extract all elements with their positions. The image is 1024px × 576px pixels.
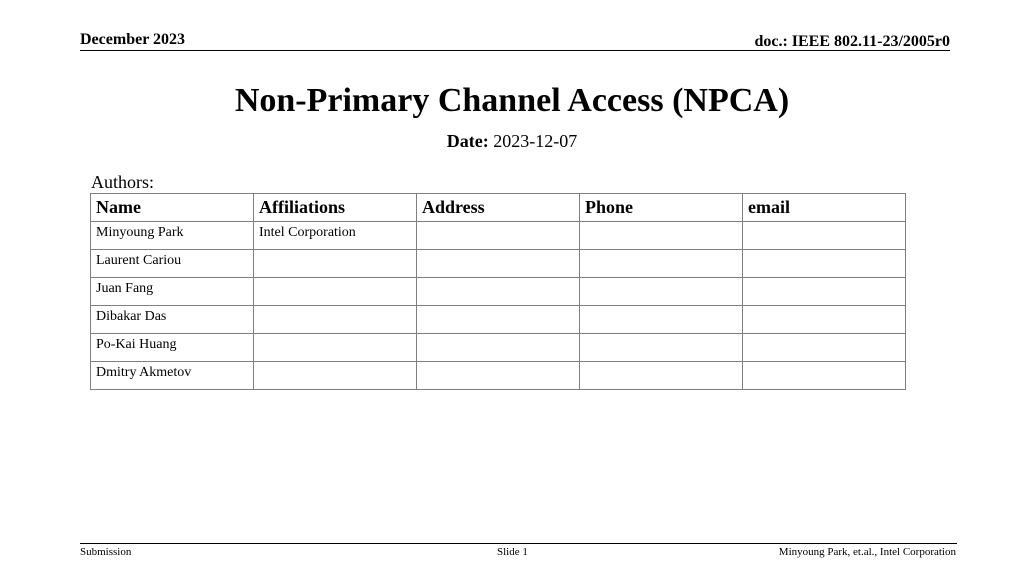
table-row xyxy=(91,278,906,306)
date-value: 2023-12-07 xyxy=(493,131,578,151)
cell-phone xyxy=(580,306,743,334)
authors-table xyxy=(90,193,906,390)
cell-email xyxy=(743,222,906,250)
cell-phone xyxy=(580,278,743,306)
authors-table-header-row xyxy=(91,194,906,222)
header-date: December 2023 xyxy=(80,31,185,48)
table-row xyxy=(91,250,906,278)
column-header-email: email xyxy=(743,194,906,222)
slide-title: Non-Primary Channel Access (NPCA) xyxy=(234,82,790,119)
footer-divider xyxy=(80,543,957,544)
cell-affiliation: Intel Corporation xyxy=(254,222,417,250)
cell-affiliation xyxy=(254,250,417,278)
table-row xyxy=(91,306,906,334)
cell-email xyxy=(743,362,906,390)
cell-address xyxy=(417,306,580,334)
cell-phone xyxy=(580,222,743,250)
cell-affiliation xyxy=(254,306,417,334)
cell-email xyxy=(743,278,906,306)
cell-name: Juan Fang xyxy=(91,278,254,306)
footer-slide-number: Slide 1 xyxy=(497,546,528,558)
column-header-affiliations: Affiliations xyxy=(254,194,417,222)
authors-label: Authors: xyxy=(91,172,154,192)
cell-affiliation xyxy=(254,334,417,362)
cell-name: Po-Kai Huang xyxy=(91,334,254,362)
cell-email xyxy=(743,250,906,278)
header-divider xyxy=(80,50,950,51)
cell-email xyxy=(743,334,906,362)
column-header-address: Address xyxy=(417,194,580,222)
footer-author-org: Minyoung Park, et.al., Intel Corporation xyxy=(778,546,956,558)
cell-phone xyxy=(580,250,743,278)
cell-name: Dmitry Akmetov xyxy=(91,362,254,390)
date-label: Date: xyxy=(446,131,489,151)
cell-name: Laurent Cariou xyxy=(91,250,254,278)
cell-address xyxy=(417,278,580,306)
cell-address xyxy=(417,334,580,362)
cell-affiliation xyxy=(254,362,417,390)
slide-date-line xyxy=(0,131,1024,152)
column-header-phone: Phone xyxy=(580,194,743,222)
table-row xyxy=(91,222,906,250)
header-doc-id: doc.: IEEE 802.11-23/2005r0 xyxy=(754,33,950,50)
cell-name: Minyoung Park xyxy=(91,222,254,250)
cell-address xyxy=(417,222,580,250)
cell-address xyxy=(417,250,580,278)
cell-phone xyxy=(580,362,743,390)
cell-name: Dibakar Das xyxy=(91,306,254,334)
table-row xyxy=(91,362,906,390)
column-header-name: Name xyxy=(91,194,254,222)
cell-email xyxy=(743,306,906,334)
cell-address xyxy=(417,362,580,390)
footer-submission: Submission xyxy=(80,546,132,558)
cell-affiliation xyxy=(254,278,417,306)
table-row xyxy=(91,334,906,362)
cell-phone xyxy=(580,334,743,362)
